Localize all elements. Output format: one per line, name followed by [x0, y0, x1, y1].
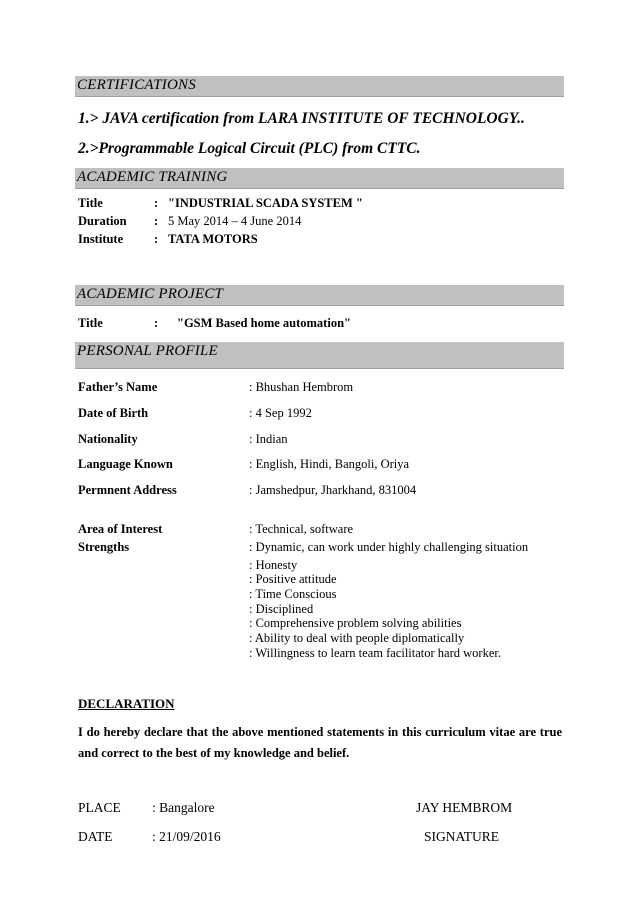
profile-value: : Indian [249, 432, 288, 446]
training-duration-value: 5 May 2014 – 4 June 2014 [168, 214, 302, 228]
place-label: PLACE [78, 800, 121, 815]
place-value: : Bangalore [152, 800, 215, 815]
declaration-text: I do hereby declare that the above mentioned statements in this curriculum vitae are true and correct to the best of my knowledge and belief. [78, 725, 562, 760]
project-title-sep: : [154, 316, 159, 330]
training-duration-sep: : [154, 214, 159, 228]
personal-profile-heading-bar [75, 342, 564, 369]
profile-label: Permnent Address [78, 483, 177, 497]
profile-value: : Bhushan Hembrom [249, 380, 354, 394]
training-institute-sep: : [154, 232, 159, 246]
signer-name: JAY HEMBROM [416, 800, 513, 815]
area-of-interest-value: : Technical, software [249, 522, 354, 536]
profile-value: : English, Hindi, Bangoli, Oriya [249, 457, 410, 471]
strength-item: : Ability to deal with people diplomatically [249, 631, 465, 645]
certification-item: 1.> JAVA certification from LARA INSTITUTE OF TECHNOLOGY.. [78, 110, 525, 127]
project-title-label: Title [78, 316, 103, 330]
training-institute-value: TATA MOTORS [168, 232, 258, 246]
date-label: DATE [78, 829, 113, 844]
academic-training-heading: ACADEMIC TRAINING [77, 169, 228, 185]
certifications-heading: CERTIFICATIONS [77, 77, 196, 93]
strengths-label: Strengths [78, 540, 130, 554]
profile-label: Father’s Name [78, 380, 158, 394]
strength-item: : Time Conscious [249, 587, 337, 601]
academic-project-heading: ACADEMIC PROJECT [77, 286, 224, 302]
project-title-value: "GSM Based home automation" [177, 316, 351, 330]
training-title-label: Title [78, 196, 103, 210]
training-title-sep: : [154, 196, 159, 210]
area-of-interest-label: Area of Interest [78, 522, 163, 536]
strength-item: : Comprehensive problem solving abilities [249, 616, 462, 630]
strength-item: : Dynamic, can work under highly challenging situation [249, 540, 529, 554]
personal-profile-heading: PERSONAL PROFILE [77, 343, 218, 359]
strength-item: : Disciplined [249, 602, 314, 616]
certifications-heading-bar [75, 76, 564, 97]
strength-item: : Willingness to learn team facilitator hard worker. [249, 646, 501, 660]
profile-value: : Jamshedpur, Jharkhand, 831004 [249, 483, 417, 497]
academic-training-heading-bar [75, 168, 564, 189]
strength-item: : Honesty [249, 558, 298, 572]
declaration-heading: DECLARATION [78, 696, 175, 711]
date-value: : 21/09/2016 [152, 829, 221, 844]
strength-item: : Positive attitude [249, 572, 337, 586]
certification-item: 2.>Programmable Logical Circuit (PLC) from CTTC. [78, 140, 421, 157]
academic-project-heading-bar [75, 285, 564, 306]
profile-label: Nationality [78, 432, 138, 446]
training-title-value: "INDUSTRIAL SCADA SYSTEM " [168, 196, 363, 210]
profile-label: Language Known [78, 457, 173, 471]
training-duration-label: Duration [78, 214, 127, 228]
signature-label: SIGNATURE [424, 829, 500, 844]
training-institute-label: Institute [78, 232, 124, 246]
profile-label: Date of Birth [78, 406, 149, 420]
profile-value: : 4 Sep 1992 [249, 406, 312, 420]
